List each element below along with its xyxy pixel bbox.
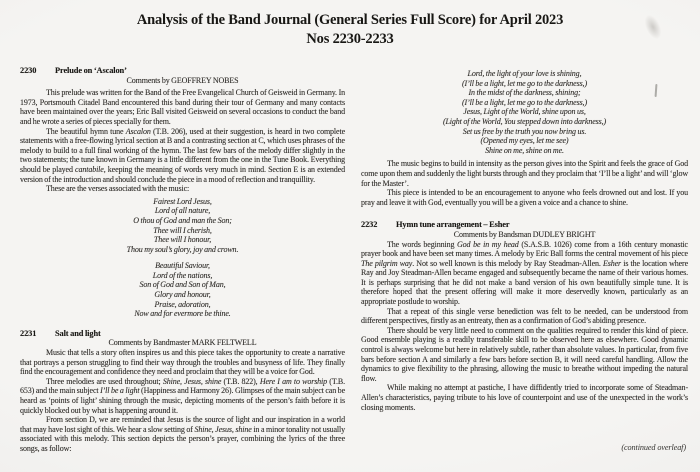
section-title: Hymn tune arrangement – Esher (396, 220, 510, 230)
document-subtitle: Nos 2230-2233 (306, 31, 394, 47)
paragraph: This prelude was written for the Band of the Free Evangelical Church of Geisweid in Germany. In 1973, Portsmouth Citadel Band encountered this band during their tour of Germany and many contacts have been maintained over the years; Eric Ball visited Geisweid on several occasions to conduct the band and he wrote a series of pieces specially for them. (20, 88, 345, 126)
section-title: Prelude on ‘Ascalon’ (55, 66, 127, 75)
document-title: Analysis of the Band Journal (General Series Full Score) for April 2023 (136, 12, 564, 28)
section-heading-2230 (20, 66, 345, 76)
section-number: 2231 (20, 328, 37, 338)
hymn-verse-lord-the-light: Lord, the light of your love is shining, (I’ll be a light, let me go to the darkness,) In the midst of the darkness, shining; (I’ll be a light, let me go to the darkness,) Jesus, Light of the World, shine upon us, (Light of the World, You stepped down into darkness,) Set us free by the truth you now bring us. (Opened my eyes, let me see) Shine on me, shine on me. (442, 69, 607, 155)
paragraph: The beautiful hymn tune Ascalon (T.B. 206), used at their suggestion, is heard in two complete statements with a free-flowing lyrical section at B and a contrasting section at C, which uses phrases of the melody to build to a full final working of the hymn. The last few bars of the melody differ slightly in the two statements; the tune known in Germany is a little different from the one in the Tune Book. Everything should be played cantabile, keeping the meaning of words very much in mind. Section E is an extended version of the introduction and should conclude the piece in a mood of reflection and tranquillity. (20, 126, 345, 184)
section-heading-2232 (361, 220, 688, 230)
paragraph: There should be very little need to comment on the qualities required to render this kind of piece. Good ensemble playing is a readily transferable skill to be observed here as elsewhere. Good dynamic control is always welcome but here in relatively subtle, rather than absolute values. In particular, from five bars before section A and similarly a few bars before section B, it will need careful handling. Allow the dynamics to give flexibility to the phrasing, allowing the music to breathe without impeding the natural flow. (361, 325, 688, 383)
byline-2232: Comments by Bandsman DUDLEY BRIGHT (453, 229, 596, 239)
section-2231 (20, 329, 345, 454)
paragraph: The music begins to build in intensity as the person gives into the Spirit and feels the grace of God come upon them and suddenly the light bursts through and they proclaim that ‘I’ll be a light’ and will ‘glow for the Master’. (361, 159, 688, 188)
section-2231-continued (361, 69, 688, 207)
section-number: 2232 (361, 220, 378, 230)
paragraph: That a repeat of this single verse benediction was felt to be needed, can be understood from different perspectives, firstly as an entreaty, then as a confirmation of God’s abiding presence. (361, 306, 688, 326)
hymn-verse-fairest-lord-jesus: Fairest Lord Jesus, Lord of all nature, O thou of God and man the Son; Thee will I cherish, Thee will I honour, Thou my soul’s glory, joy and crown. (126, 196, 239, 254)
right-column (361, 66, 688, 412)
paragraph: Music that tells a story often inspires us and this piece takes the opportunity to create a narrative that portrays a person struggling to find their way through the troubles and busyness of life. They finally find the encouragement and confidence they need and proclaim that they will be a voice for God. (20, 348, 345, 377)
hymn-verse-beautiful-saviour: Beautiful Saviour, Lord of the nations, Son of God and Son of Man, Glory and honour, Praise, adoration, Now and for evermore be thine. (134, 261, 231, 319)
paragraph: This piece is intended to be an encouragement to anyone who feels drowned out and lost. If you pray and leave it with God, eventually you will be a given a voice and a chance to shine. (361, 188, 688, 207)
continued-overleaf-note: (continued overleaf) (621, 443, 686, 452)
verse-intro-line: These are the verses associated with the music: (46, 184, 190, 194)
section-2232 (361, 220, 688, 412)
section-number: 2230 (20, 66, 37, 75)
byline-2230: Comments by GEOFFREY NOBES (126, 75, 239, 85)
section-title: Salt and light (55, 328, 101, 338)
left-column (20, 66, 345, 454)
section-heading-2231 (20, 329, 345, 339)
paragraph: Three melodies are used throughout; Shine, Jesus, shine (T.B. 822), Here I am to worship (T.B. 653) and the main subject I’ll be a light (Happiness and Harmony 26). Glimpses of the main subject can be heard as ‘points of light’ shining through the music, depicting moments of the person’s faith before it is quickly blocked out by what is happening around it. (20, 376, 345, 415)
paragraph: From section D, we are reminded that Jesus is the source of light and our inspiration in a world that may have lost sight of this. We hear a slow setting of Shine, Jesus, shine in a minor tonality not usually associated with this melody. This section depicts the person’s prayer, combining the lyrics of the three songs, as follow: (20, 415, 346, 453)
byline-2231: Comments by Bandmaster MARK FELTWELL (108, 338, 257, 348)
document-header (0, 0, 700, 49)
paragraph: While making no attempt at pastiche, I have diffidently tried to incorporate some of Steadman-Allen’s characteristics, paying tribute to his love of counterpoint and use of the unexpected in the work’s closing moments. (361, 383, 688, 412)
paragraph: The words beginning God be in my head (S.A.S.B. 1026) come from a 16th century monastic prayer book and have been set many times. A melody by Eric Ball forms the central movement of his piece The pilgrim way. Not so well known is this melody by Ray Steadman-Allen. Esher is the location where Ray and Joy Steadman-Allen became engaged and subsequently became the name of their various homes. It is perhaps surprising that he did not make a band version of his own beautifully simple tune. It is therefore hoped that the present offering will make it more deservedly known, particularly as an appropriate postlude to worship. (361, 239, 689, 307)
section-2230 (20, 66, 345, 319)
